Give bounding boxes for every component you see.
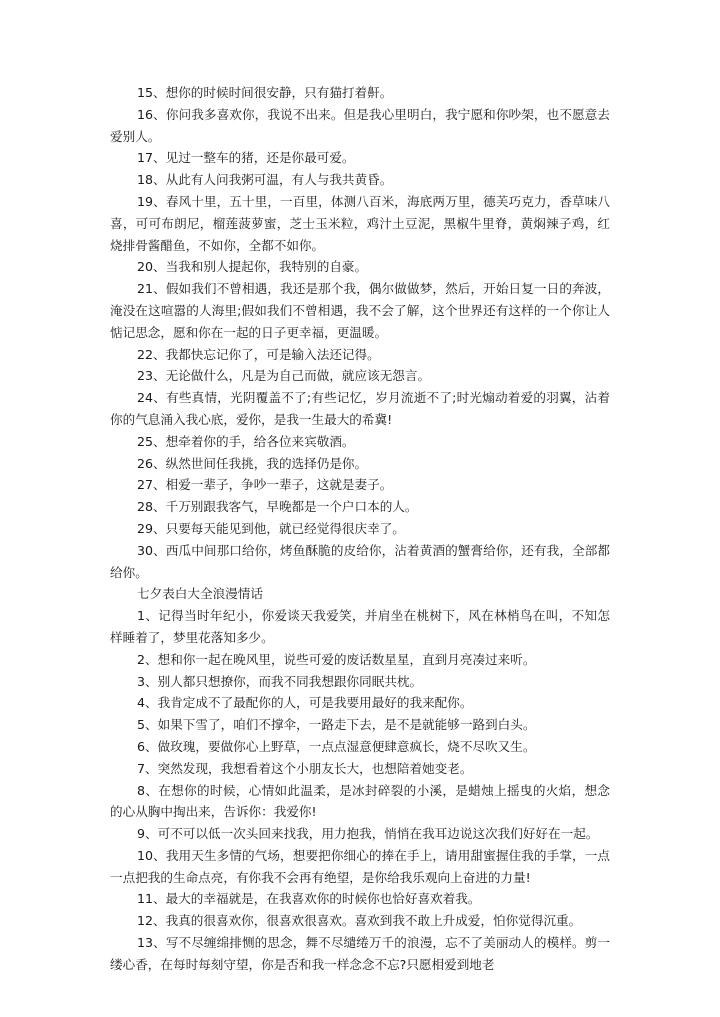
paragraph: 18、从此有人问我粥可温，有人与我共黄昏。 bbox=[137, 172, 393, 188]
paragraph: 28、千万别跟我客气，早晚都是一个户口本的人。 bbox=[137, 499, 418, 515]
paragraph: 29、只要每天能见到他，就已经觉得很庆幸了。 bbox=[137, 520, 405, 536]
paragraph: 24、有些真情，光阴覆盖不了;有些记忆，岁月流逝不了;时光煽动着爱的羽翼，沾着你的气息涌入我心底，爱你，是我一生最大的希冀! bbox=[110, 390, 610, 427]
paragraph: 23、无论做什么，凡是为自己而做，就应该无怨言。 bbox=[137, 368, 431, 384]
paragraph: 22、我都快忘记你了，可是输入法还记得。 bbox=[137, 346, 380, 362]
paragraph: 12、我真的很喜欢你，很喜欢很喜欢。喜欢到我不敢上升成爱，怕你觉得沉重。 bbox=[137, 913, 582, 929]
paragraph: 8、在想你的时候，心情如此温柔，是冰封碎裂的小溪，是蜡烛上摇曳的火焰，想念的心从胸中掏出来，告诉你：我爱你! bbox=[110, 782, 610, 820]
paragraph: 4、我肯定成不了最配你的人，可是我要用最好的我来配你。 bbox=[137, 695, 473, 711]
paragraph: 1、记得当时年纪小，你爱谈天我爱笑，并肩坐在桃树下，风在林梢鸟在叫，不知怎样睡着了，梦里花落知多少。 bbox=[110, 608, 610, 645]
paragraph: 10、我用天生多情的气场，想要把你细心的捧在手上，请用甜蜜握住我的手掌，一点一点把我的生命点亮，有你我不会再有绝望，是你给我乐观向上奋进的力量! bbox=[110, 847, 610, 885]
paragraph: 5、如果下雪了，咱们不撑伞，一路走下去，是不是就能够一路到白头。 bbox=[137, 717, 536, 733]
paragraph: 9、可不可以低一次头回来找我，用力抱我，悄悄在我耳边说这次我们好好在一起。 bbox=[137, 826, 599, 842]
paragraph: 21、假如我们不曾相遇，我还是那个我，偶尔做做梦，然后，开始日复一日的奔波，淹没在这喧嚣的人海里;假如我们不曾相遇，我不会了解，这个世界还有这样的一个你让人惦记思念，愿和你在一起的日子更幸福，更温暖。 bbox=[110, 281, 610, 340]
paragraph: 16、你问我多喜欢你，我说不出来。但是我心里明白，我宁愿和你吵架，也不愿意去爱别人。 bbox=[110, 106, 610, 144]
paragraph: 25、想牵着你的手，给各位来宾敬酒。 bbox=[137, 433, 355, 449]
paragraph: 30、西瓜中间那口给你，烤鱼酥脆的皮给你，沾着黄酒的蟹膏给你，还有我，全部都给你。 bbox=[110, 542, 610, 580]
paragraph: 11、最大的幸福就是，在我喜欢你的时候你也恰好喜欢着我。 bbox=[137, 891, 481, 907]
section-heading: 七夕表白大全浪漫情话 bbox=[137, 586, 263, 602]
paragraph: 2、想和你一起在晚风里，说些可爱的废话数星星，直到月亮凑过来听。 bbox=[137, 651, 536, 667]
paragraph: 3、别人都只想撩你，而我不同我想跟你同眠共枕。 bbox=[137, 673, 423, 689]
paragraph: 27、相爱一辈子，争吵一辈子，这就是妻子。 bbox=[137, 477, 393, 493]
paragraph: 6、做玫瑰，要做你心上野草，一点点湿意便肆意疯长，烧不尽吹又生。 bbox=[137, 738, 536, 754]
paragraph: 17、见过一整车的猪，还是你最可爱。 bbox=[137, 150, 355, 166]
paragraph: 19、春风十里，五十里，一百里，体测八百米，海底两万里，德芙巧克力，香草味八喜，可可布朗尼，榴莲菠萝蜜，芝士玉米粒，鸡汁土豆泥，黑椒牛里脊，黄焖辣子鸡，红烧排骨酱醋鱼，不如你，全都不如你。 bbox=[110, 193, 610, 253]
paragraph: 15、想你的时候时间很安静，只有猫打着鼾。 bbox=[137, 85, 393, 100]
document-body bbox=[110, 82, 610, 976]
paragraph: 13、写不尽缠绵排恻的思念，舞不尽缱绻万千的浪漫，忘不了美丽动人的模样。剪一缕心香，在每时每刻守望，你是否和我一样念念不忘?只愿相爱到地老 bbox=[110, 935, 610, 972]
paragraph: 7、突然发现，我想看着这个小朋友长大，也想陪着她变老。 bbox=[137, 760, 473, 776]
paragraph: 26、纵然世间任我挑，我的选择仍是你。 bbox=[137, 455, 368, 471]
paragraph: 20、当我和别人提起你，我特别的自豪。 bbox=[137, 259, 368, 275]
